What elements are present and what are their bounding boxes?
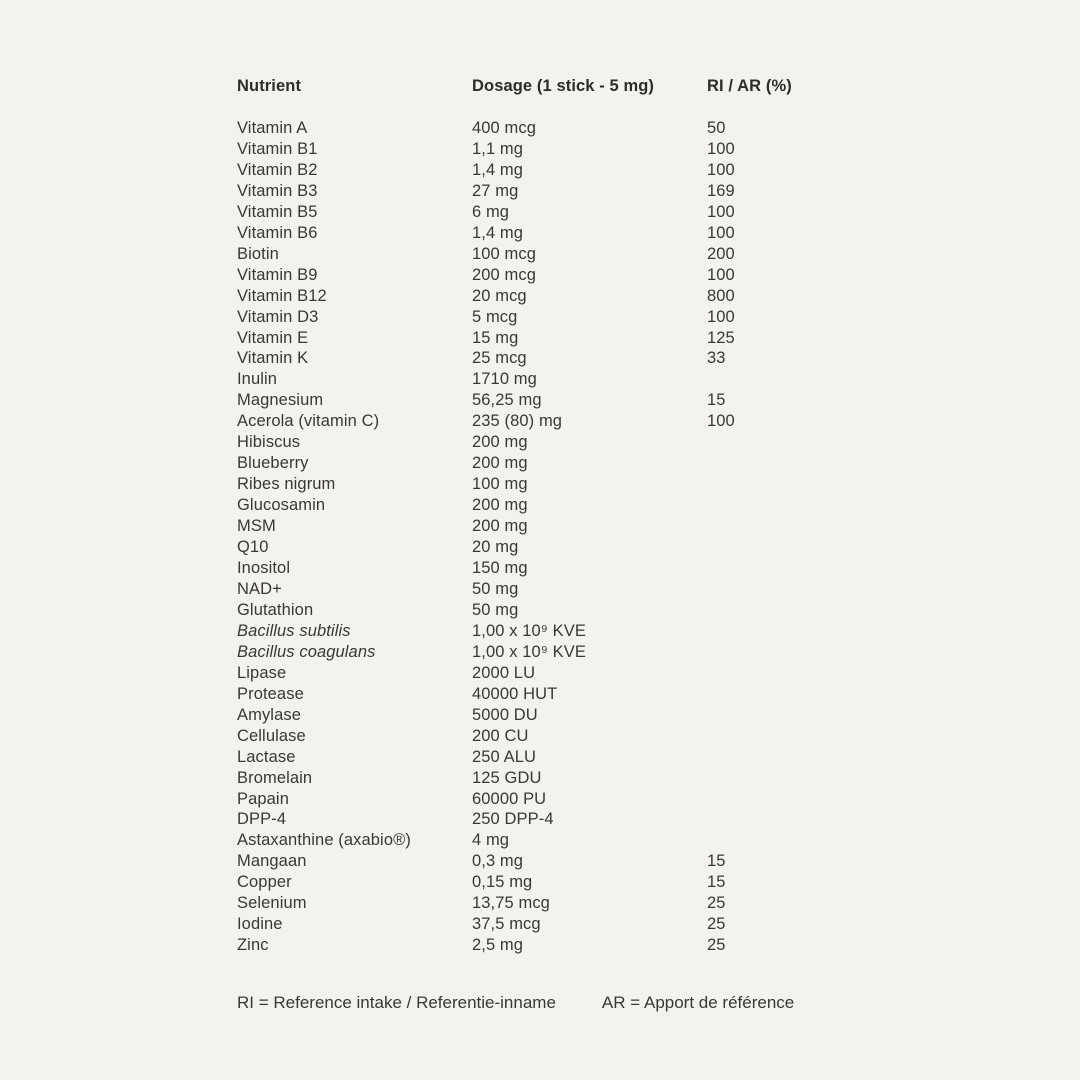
table-row xyxy=(237,893,827,914)
nutrient-ri-ar: 100 xyxy=(707,223,735,242)
nutrient-name: Papain xyxy=(237,789,289,808)
nutrient-name: Vitamin B1 xyxy=(237,139,318,158)
table-row xyxy=(237,642,827,663)
table-row xyxy=(237,369,827,390)
nutrient-dosage: 50 mg xyxy=(472,600,519,619)
nutrient-dosage: 400 mcg xyxy=(472,119,536,137)
nutrient-ri-ar xyxy=(707,474,827,495)
nutrient-name: Bromelain xyxy=(237,768,313,787)
nutrient-name: Biotin xyxy=(237,244,279,263)
nutrient-ri-ar: 15 xyxy=(707,873,726,892)
nutrient-dosage: 1,4 mg xyxy=(472,160,524,179)
table-row xyxy=(237,223,827,244)
nutrient-dosage: 60000 PU xyxy=(472,789,547,808)
nutrient-dosage: 1,00 x 10⁹ KVE xyxy=(472,621,586,640)
nutrient-ri-ar: 200 xyxy=(707,244,735,263)
table-header xyxy=(237,76,827,97)
nutrient-dosage: 200 CU xyxy=(472,726,529,745)
nutrient-dosage: 20 mg xyxy=(472,538,519,557)
nutrient-dosage: 13,75 mcg xyxy=(472,894,550,913)
nutrient-dosage: 125 GDU xyxy=(472,768,542,787)
nutrient-dosage: 20 mcg xyxy=(472,286,527,305)
nutrient-name: Inositol xyxy=(237,559,291,578)
nutrient-ri-ar: 100 xyxy=(707,412,735,431)
nutrient-ri-ar xyxy=(707,600,827,621)
table-row xyxy=(237,328,827,349)
table-row xyxy=(237,914,827,935)
nutrient-name: Vitamin E xyxy=(237,328,309,347)
nutrient-ri-ar xyxy=(707,621,827,642)
legend xyxy=(237,992,794,1013)
nutrient-ri-ar xyxy=(707,432,827,453)
nutrient-dosage: 2000 LU xyxy=(472,663,536,682)
table-row xyxy=(237,684,827,705)
nutrient-name: Vitamin B5 xyxy=(237,202,318,221)
nutrient-dosage: 1,00 x 10⁹ KVE xyxy=(472,642,586,661)
nutrient-name: Vitamin B6 xyxy=(237,223,318,242)
nutrient-dosage: 25 mcg xyxy=(472,349,527,368)
table-row xyxy=(237,537,827,558)
table-row xyxy=(237,453,827,474)
nutrient-ri-ar xyxy=(707,684,827,705)
nutrient-ri-ar: 50 xyxy=(707,119,726,137)
table-row xyxy=(237,747,827,768)
nutrient-name: Astaxanthine (axabio®) xyxy=(237,831,411,850)
nutrient-name: Vitamin B12 xyxy=(237,286,327,305)
nutrient-ri-ar: 100 xyxy=(707,265,735,284)
nutrient-ri-ar xyxy=(707,558,827,579)
nutrient-dosage: 100 mcg xyxy=(472,244,536,263)
nutrient-name: Q10 xyxy=(237,538,269,557)
table-row xyxy=(237,809,827,830)
nutrient-name: MSM xyxy=(237,517,276,536)
nutrient-dosage: 1,4 mg xyxy=(472,223,524,242)
nutrient-name: Bacillus coagulans xyxy=(237,642,376,661)
nutrient-ri-ar xyxy=(707,537,827,558)
nutrient-dosage: 200 mg xyxy=(472,496,528,515)
table-row xyxy=(237,286,827,307)
nutrient-name: Vitamin B9 xyxy=(237,265,318,284)
nutrient-name: Magnesium xyxy=(237,391,324,410)
table-row xyxy=(237,202,827,223)
nutrient-ri-ar xyxy=(707,789,827,810)
table-row xyxy=(237,474,827,495)
table-row xyxy=(237,768,827,789)
table-row xyxy=(237,935,827,956)
nutrient-ri-ar: 169 xyxy=(707,181,735,200)
nutrient-name: Ribes nigrum xyxy=(237,475,336,494)
table-row xyxy=(237,265,827,286)
nutrient-name: Mangaan xyxy=(237,852,307,871)
table-row xyxy=(237,579,827,600)
nutrient-name: Lactase xyxy=(237,747,296,766)
nutrient-ri-ar xyxy=(707,768,827,789)
table-row xyxy=(237,705,827,726)
table-row xyxy=(237,872,827,893)
nutrient-name: Hibiscus xyxy=(237,433,301,452)
table-row xyxy=(237,516,827,537)
nutrient-ri-ar: 100 xyxy=(707,307,735,326)
nutrient-ri-ar: 100 xyxy=(707,139,735,158)
nutrient-dosage: 200 mg xyxy=(472,454,528,473)
nutrient-ri-ar xyxy=(707,453,827,474)
nutrient-name: Lipase xyxy=(237,663,287,682)
nutrient-ri-ar xyxy=(707,663,827,684)
table-row xyxy=(237,411,827,432)
nutrient-name: Zinc xyxy=(237,936,269,955)
nutrient-dosage: 56,25 mg xyxy=(472,391,542,410)
nutrient-dosage: 235 (80) mg xyxy=(472,412,563,431)
nutrient-ri-ar: 25 xyxy=(707,915,726,934)
header-ri-ar: RI / AR (%) xyxy=(707,77,792,95)
nutrient-ri-ar: 100 xyxy=(707,202,735,221)
nutrient-name: Inulin xyxy=(237,370,278,389)
table-row xyxy=(237,139,827,160)
nutrient-name: Vitamin K xyxy=(237,349,309,368)
table-row xyxy=(237,851,827,872)
nutrient-ri-ar: 100 xyxy=(707,160,735,179)
nutrient-name: Iodine xyxy=(237,915,283,934)
table-row xyxy=(237,663,827,684)
nutrient-ri-ar: 33 xyxy=(707,349,726,368)
table-row xyxy=(237,830,827,851)
table-row xyxy=(237,307,827,328)
nutrient-ri-ar xyxy=(707,726,827,747)
nutrient-name: Selenium xyxy=(237,894,307,913)
nutrient-name: Acerola (vitamin C) xyxy=(237,412,380,431)
nutrient-ri-ar: 800 xyxy=(707,286,735,305)
nutrient-dosage: 150 mg xyxy=(472,559,528,578)
nutrient-name: Protease xyxy=(237,684,304,703)
nutrient-dosage: 250 ALU xyxy=(472,747,537,766)
nutrient-dosage: 4 mg xyxy=(472,831,510,850)
nutrient-dosage: 5 mcg xyxy=(472,307,518,326)
nutrient-dosage: 40000 HUT xyxy=(472,684,558,703)
legend-ri-note: RI = Reference intake / Referentie-inname xyxy=(237,993,556,1012)
nutrient-dosage: 37,5 mcg xyxy=(472,915,541,934)
nutrient-ri-ar xyxy=(707,747,827,768)
nutrient-name: Bacillus subtilis xyxy=(237,621,351,640)
nutrient-dosage: 200 mcg xyxy=(472,265,536,284)
nutrient-ri-ar xyxy=(707,369,827,390)
nutrient-dosage: 2,5 mg xyxy=(472,936,524,955)
nutrient-ri-ar: 15 xyxy=(707,391,726,410)
table-row xyxy=(237,244,827,265)
table-row xyxy=(237,348,827,369)
legend-ar-note: AR = Apport de référence xyxy=(601,993,795,1012)
table-row xyxy=(237,181,827,202)
nutrient-ri-ar xyxy=(707,642,827,663)
nutrient-ri-ar xyxy=(707,705,827,726)
nutrient-ri-ar xyxy=(707,809,827,830)
nutrient-dosage: 5000 DU xyxy=(472,705,538,724)
nutrient-name: Blueberry xyxy=(237,454,309,473)
nutrient-dosage: 250 DPP-4 xyxy=(472,810,554,829)
table-row xyxy=(237,600,827,621)
nutrient-name: Vitamin B2 xyxy=(237,160,318,179)
nutrient-dosage: 0,3 mg xyxy=(472,852,524,871)
table-body xyxy=(237,118,827,956)
nutrient-name: Cellulase xyxy=(237,726,306,745)
nutrient-dosage: 200 mg xyxy=(472,517,528,536)
nutrient-name: NAD+ xyxy=(237,579,282,598)
table-row xyxy=(237,495,827,516)
nutrient-name: Glutathion xyxy=(237,600,314,619)
nutrient-ri-ar xyxy=(707,579,827,600)
nutrient-name: Vitamin D3 xyxy=(237,307,319,326)
nutrient-dosage: 27 mg xyxy=(472,181,519,200)
nutrient-dosage: 1710 mg xyxy=(472,370,537,389)
table-row xyxy=(237,789,827,810)
nutrient-name: Glucosamin xyxy=(237,496,326,515)
nutrient-name: Vitamin B3 xyxy=(237,181,318,200)
nutrient-dosage: 50 mg xyxy=(472,579,519,598)
nutrient-dosage: 6 mg xyxy=(472,202,510,221)
nutrient-dosage: 200 mg xyxy=(472,433,528,452)
table-row xyxy=(237,390,827,411)
nutrient-ri-ar: 125 xyxy=(707,328,735,347)
nutrient-ri-ar xyxy=(707,516,827,537)
nutrient-dosage: 100 mg xyxy=(472,475,528,494)
nutrient-ri-ar: 15 xyxy=(707,852,726,871)
nutrient-dosage: 0,15 mg xyxy=(472,873,533,892)
nutrient-name: Copper xyxy=(237,873,292,892)
nutrient-name: Vitamin A xyxy=(237,119,308,137)
table-row xyxy=(237,160,827,181)
table-row xyxy=(237,558,827,579)
nutrient-dosage: 1,1 mg xyxy=(472,139,524,158)
nutrient-ri-ar xyxy=(707,830,827,851)
header-nutrient: Nutrient xyxy=(237,77,302,95)
table-row xyxy=(237,432,827,453)
nutrient-ri-ar: 25 xyxy=(707,936,726,955)
nutrition-table xyxy=(237,76,827,956)
nutrient-name: DPP-4 xyxy=(237,810,287,829)
nutrient-ri-ar: 25 xyxy=(707,894,726,913)
table-row xyxy=(237,621,827,642)
header-dosage: Dosage (1 stick - 5 mg) xyxy=(472,77,655,95)
table-row xyxy=(237,118,827,139)
table-row xyxy=(237,726,827,747)
nutrient-dosage: 15 mg xyxy=(472,328,519,347)
nutrient-name: Amylase xyxy=(237,705,301,724)
nutrient-ri-ar xyxy=(707,495,827,516)
